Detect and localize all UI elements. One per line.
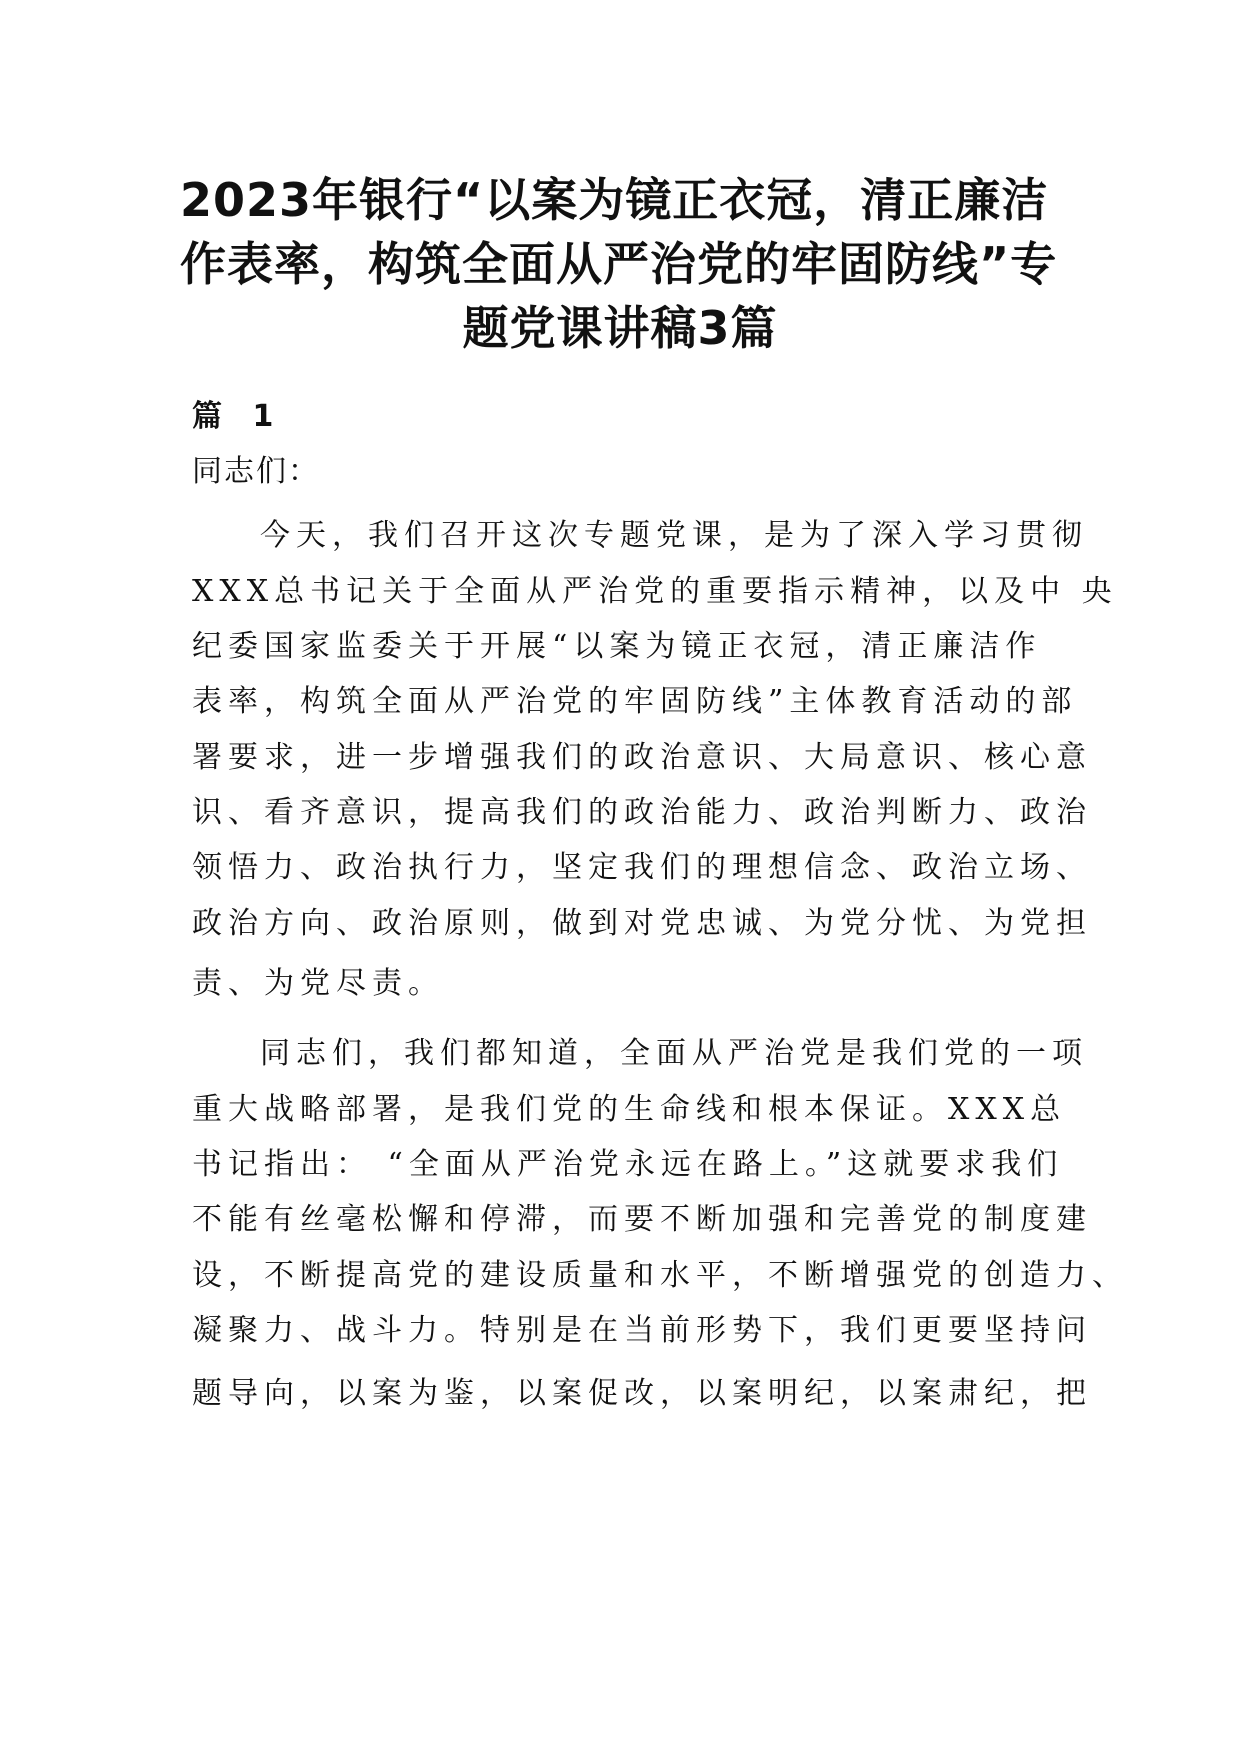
salutation: 同志们： [192, 454, 320, 489]
title-line-3: 题党课讲稿3篇 [462, 301, 778, 355]
paragraph-1-line: 今天，我们召开这次专题党课，是为了深入学习贯彻 [260, 518, 1088, 553]
paragraph-1-line: 纪委国家监委关于开展“以案为镜正衣冠，清正廉洁作 [192, 629, 1042, 664]
paragraph-1-line: 责、为党尽责。 [192, 966, 444, 1001]
paragraph-2-line: 不能有丝毫松懈和停滞，而要不断加强和完善党的制度建 [192, 1202, 1092, 1237]
paragraph-1-line: XXX总书记关于全面从严治党的重要指示精神，以及中 央 [192, 574, 1118, 609]
paragraph-1-line: 识、看齐意识，提高我们的政治能力、政治判断力、政治 [192, 795, 1092, 830]
paragraph-2-line: 同志们，我们都知道，全面从严治党是我们党的一项 [260, 1036, 1088, 1071]
title-line-2: 作表率，构筑全面从严治党的牢固防线”专 [180, 237, 1058, 291]
paragraph-1-line: 表率，构筑全面从严治党的牢固防线”主体教育活动的部 [192, 684, 1078, 719]
paragraph-1-line: 领悟力、政治执行力，坚定我们的理想信念、政治立场、 [192, 850, 1092, 885]
paragraph-1-line: 政治方向、政治原则，做到对党忠诚、为党分忧、为党担 [192, 906, 1092, 941]
paragraph-2-line: 重大战略部署，是我们党的生命线和根本保证。XXX总 [192, 1092, 1067, 1127]
section-heading: 篇 1 [192, 399, 284, 434]
paragraph-2-line: 设，不断提高党的建设质量和水平，不断增强党的创造力、 [192, 1258, 1128, 1293]
paragraph-2-line: 凝聚力、战斗力。特别是在当前形势下，我们更要坚持问 [192, 1313, 1092, 1348]
document-title [180, 168, 1060, 360]
paragraph-2-line: 题导向，以案为鉴，以案促改，以案明纪，以案肃纪，把 [192, 1376, 1092, 1411]
title-line-1: 2023年银行“以案为镜正衣冠，清正廉洁 [180, 173, 1049, 227]
paragraph-1-line: 署要求，进一步增强我们的政治意识、大局意识、核心意 [192, 740, 1092, 775]
paragraph-2-line: 书记指出： “全面从严治党永远在路上。”这就要求我们 [192, 1147, 1064, 1182]
